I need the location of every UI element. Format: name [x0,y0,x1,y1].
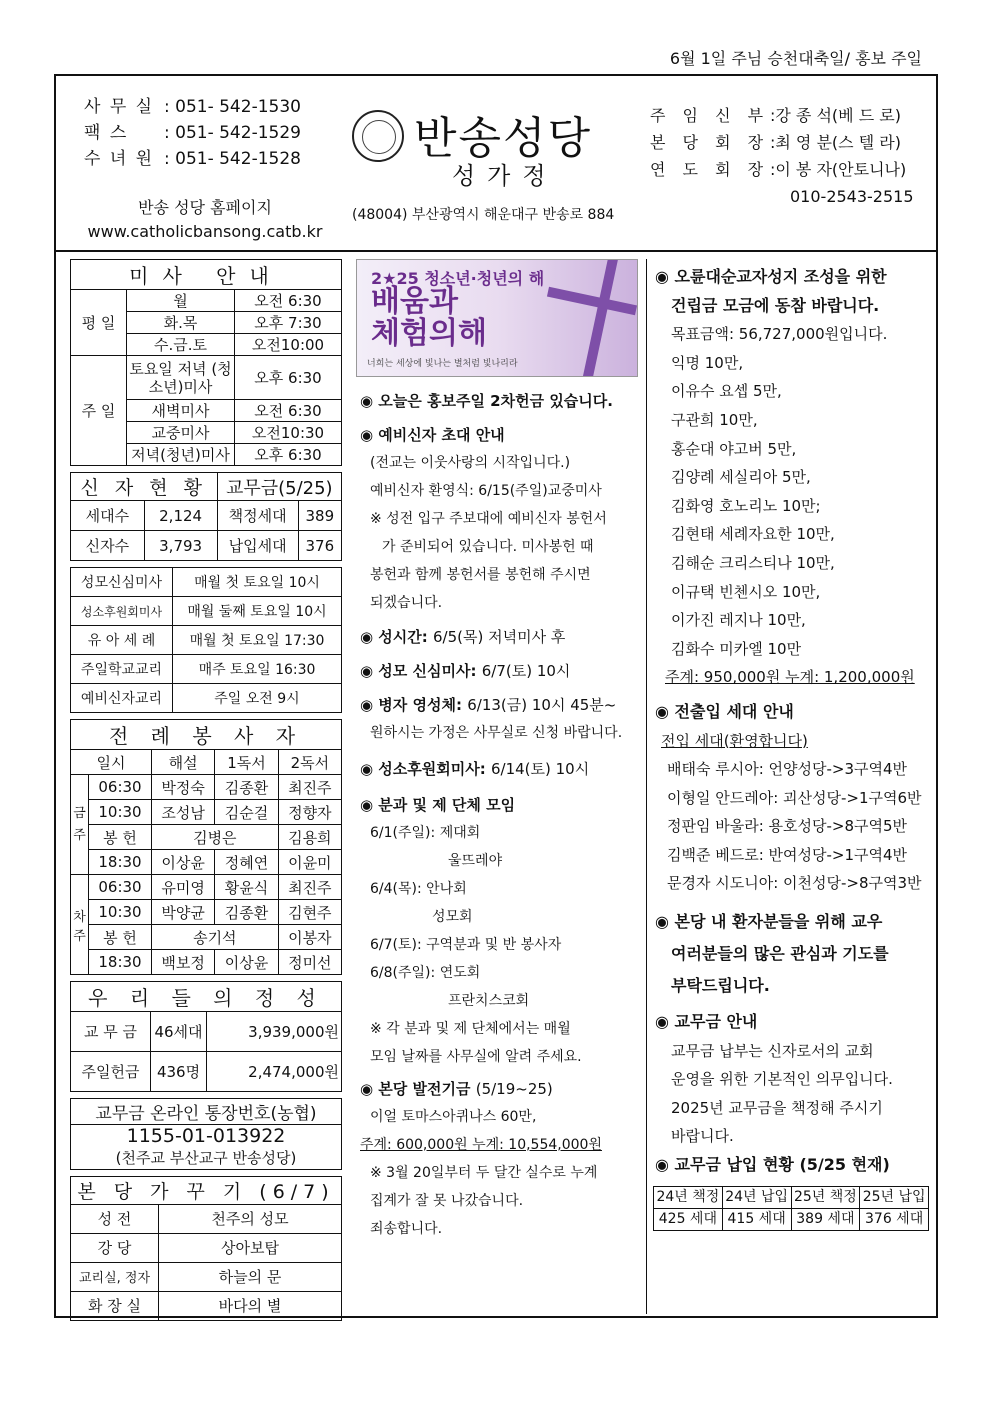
church-logo-icon [352,110,404,162]
servers-table: 전 례 봉 사 자 일시 해설 1독서 2독서 금주 06:30 박정숙 김종환 최진주 10:30 조성남 김순걸 정향자 봉 헌 김병은 김용희 18:30 이상윤 정혜연 이윤미 차주 06:30 유미영 황윤식 최진주 10:30 박양균 김종환 김현주 봉 헌 송기석 이봉자 18:30 백보정 이상윤 정미선 [70,719,342,975]
homepage-label: 반송 성당 홈페이지 [138,198,272,217]
right-column [646,259,936,1314]
middle-column [354,259,646,1243]
church-subtitle: 성가정 [452,162,558,190]
homepage-block [70,196,340,244]
cleaning-table: 본 당 가 꾸 기 (6/7) 성 전 천주의 성모 강 당 상아보탑 교리실, 정자 하늘의 문 화 장 실 바다의 별 [70,1176,342,1321]
address: (48004) 부산광역시 해운대구 반송로 884 [352,207,615,223]
middle-notices: ◉ 오늘은 홍보주일 2차헌금 있습니다. ◉ 예비신자 초대 안내 (전교는 이웃사랑의 시작입니다.) 예비신자 환영식: 6/15(주일)교중미사 ※ 성전 입구 주보대에 예비신자 봉헌서 가 준비되어 있습니다. 미사봉헌 때 봉헌과 함께 봉헌서를 봉헌해 주시면 되겠습니다. ◉ 성시간: 6/5(목) 저녁미사 후 ◉ 성모 신심미사: 6/7(토) 10시 ◉ 병자 영성체: 6/13(금) 10시 45분~ 원하시는 가정은 사무실로 신청 바랍니다. ◉ 성소후원회미사: 6/14(토) 10시 ◉ 분과 및 제 단체 모임 6/1(주일): 제대회 울뜨레야 6/4(목): 안나회 성모회 6/7(토): 구역분과 및 반 봉사자 6/8(주일): 연도회 프란치스코회 ※ 각 분과 및 제 단체에서는 매월 모임 날짜를 사무실에 알려 주세요. ◉ 본당 발전기금 (5/19~25) 이얼 토마스아퀴나스 60만, 주계: 600,000원 누계: 10,554,000원 ※ 3월 20일부터 두 달간 실수로 누계 집계가 잘 못 나갔습니다. 죄송합니다. [360,392,623,1237]
contact-office: 사 무 실 : 051- 542-1530 [84,97,301,117]
staff-phone: 010-2543-2515 [790,187,914,206]
account-table: 교무금 온라인 통장번호(농협) 1155-01-013922 (천주교 부산교구 반송성당) [70,1098,342,1170]
offering-table: 우 리 들 의 정 성 교 무 금 46세대 3,939,000원 주일헌금 436명 2,474,000원 [70,981,342,1092]
schedule-table: 성모신심미사 매월 첫 토요일 10시 성소후원회미사 매월 둘째 토요일 10시 유 아 세 례 매월 첫 토요일 17:30 주일학교교리 매주 토요일 16:30 예비신자교리 주일 오전 9시 [70,567,342,713]
mass-title: 미사 안내 [71,260,342,290]
date-header: 6월 1일 주님 승천대축일/ 홍보 주일 [669,49,922,68]
youth-year-banner: 2★25 청소년·청년의 해 배움과 체험의해 너희는 세상에 빛나는 별처럼 빛나리라 [356,259,638,377]
homepage-url[interactable]: www.catholicbansong.catb.kr [87,222,323,241]
left-column [70,259,342,1321]
believers-table: 신 자 현 황 교무금(5/25) 세대수 2,124 책정세대 389 신자수 3,793 납입세대 376 [70,472,342,561]
church-name: 반송성당 [414,113,593,164]
right-notices: ◉ 오륜대순교자성지 조성을 위한 건립금 모금에 동참 바랍니다. 목표금액: 56,727,000원입니다. 익명 10만, 이유수 요셉 5만, 구관희 10만, 홍순대 야고버 5만, 김양례 세실리아 5만, 김화영 호노리노 10만; 김현태 세례자요한 10만, 김해순 크리스티나 10만, 이규택 빈첸시오 10만, 이가진 레지나 10만, 김화수 미카엘 10만 주계: 950,000원 누계: 1,200,000원 ◉ 전출입 세대 안내 전입 세대(환영합니다) 배태숙 루시아: 언양성당->3구역4반 이형일 안드레아: 괴산성당->1구역6반 정판임 바울라: 용호성당->8구역5반 김백준 베드로: 반여성당->1구역4반 문경자 시도니아: 이천성당->8구역3반 ◉ 본당 내 환자분들을 위해 교우 여러분들의 많은 관심과 기도를 부탁드립니다. ◉ 교무금 안내 교무금 납부는 신자로서의 교회 운영을 위한 기본적인 의무입니다. 2025년 교무금을 책정해 주시기 바랍니다. ◉ 교무금 납입 현황 (5/25 현재) [655,267,922,1175]
header [56,76,936,252]
account-number: 1155-01-013922 [71,1125,342,1148]
dues-status-table: 24년 책정 24년 납입 25년 책정 25년 납입 425 세대 415 세대 389 세대 376 세대 [653,1186,929,1231]
bulletin-frame [54,74,938,1318]
mass-table: 미사 안내 평 일 월 오전 6:30 화.목 오후 7:30 수.금.토 오전10:00 주 일 토요일 저녁 (청소년)미사 오후 6:30 새벽미사 오전 6:30 교중미사 오전10:30 저녁(청년)미사 오후 6:30 [70,259,342,466]
contact-fax: 팩 스 : 051- 542-1529 [84,123,301,143]
contact-convent: 수 녀 원 : 051- 542-1528 [84,149,301,169]
contact-list [84,94,301,172]
staff-list: 주 임 신 부:강 종 석(베 드 로) 본 당 회 장:최 영 분(스 텔 라) 연 도 회 장:이 봉 자(안토니나) 010-2543-2515 [650,102,914,210]
cross-icon [581,259,620,377]
